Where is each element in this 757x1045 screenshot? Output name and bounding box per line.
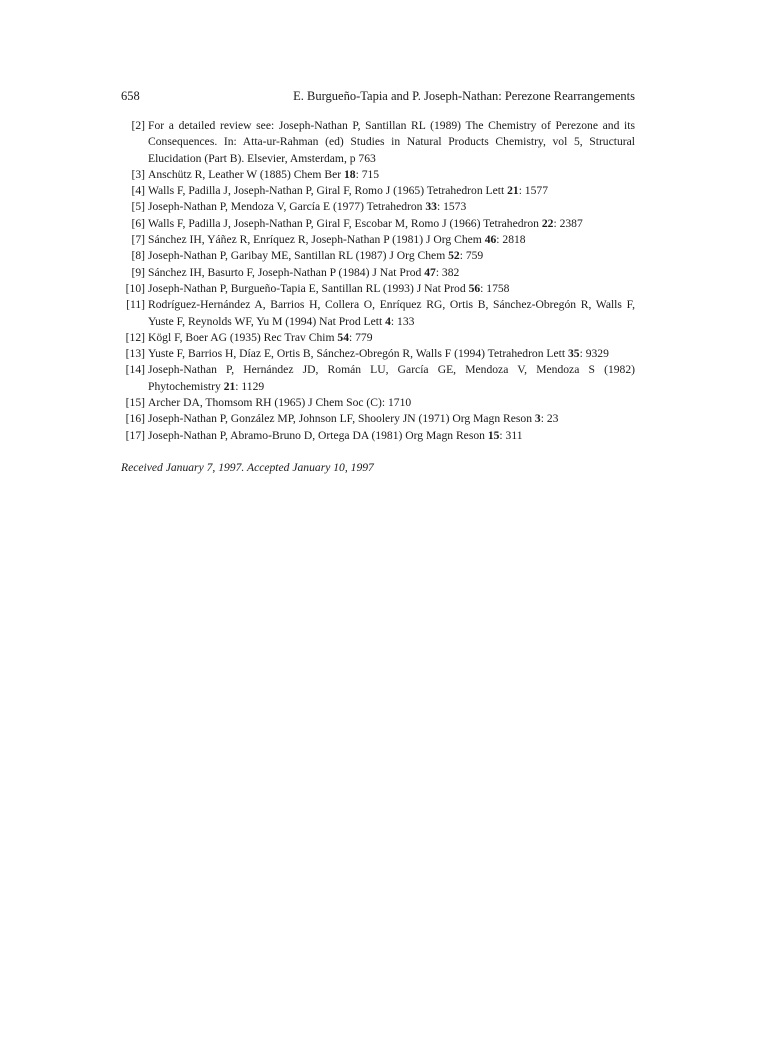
reference-number: [3] [131, 167, 145, 181]
reference-fragment: Walls F, Padilla J, Joseph-Nathan P, Giral F, Escobar M, Romo J (1966) Tetrahedron [148, 216, 542, 230]
reference-fragment: : 779 [349, 330, 373, 344]
reference-item [121, 281, 635, 297]
reference-text [148, 266, 459, 279]
reference-fragment: Joseph-Nathan P, Hernández JD, Román LU, García GE, Mendoza V, Mendoza S (1982) Phytochemistry [148, 363, 635, 393]
reference-fragment: : 23 [540, 412, 559, 426]
reference-number: [8] [131, 249, 145, 263]
reference-fragment: Yuste F, Barrios H, Díaz E, Ortis B, Sánchez-Obregón R, Walls F (1994) Tetrahedron Lett [148, 347, 568, 361]
reference-item [121, 248, 635, 264]
reference-fragment: For a detailed review see: Joseph-Nathan P, Santillan RL (1989) The Chemistry of Perezone and its Consequences. In: Atta-ur-Rahman (ed) Studies in Natural Products Chemistry, vol 5, Structural Elucidation (Part B). Elsevier, Amsterdam, p 763 [148, 119, 635, 165]
reference-item [121, 199, 635, 215]
reference-item [121, 346, 635, 362]
reference-text [148, 412, 558, 425]
reference-text [148, 249, 483, 262]
reference-number: [10] [125, 281, 145, 295]
reference-fragment: Sánchez IH, Basurto F, Joseph-Nathan P (1984) J Nat Prod [148, 265, 425, 279]
reference-text [148, 200, 466, 213]
reference-fragment: : 2387 [553, 216, 583, 230]
reference-text [148, 119, 635, 165]
reference-number: [17] [125, 428, 145, 442]
reference-text [148, 363, 635, 392]
reference-text [148, 282, 509, 295]
reference-volume: 56 [468, 281, 481, 295]
reference-fragment: Archer DA, Thomsom RH (1965) J Chem Soc (C): 1710 [148, 396, 412, 410]
reference-fragment: : 1758 [480, 281, 510, 295]
reference-volume: 18 [343, 167, 356, 181]
reference-item [121, 411, 635, 427]
reference-number: [11] [126, 298, 145, 312]
reference-fragment: : 1577 [518, 184, 548, 198]
reference-number: [14] [125, 363, 145, 377]
reference-fragment: Joseph-Nathan P, Burgueño-Tapia E, Santillan RL (1993) J Nat Prod [148, 281, 469, 295]
reference-fragment: Joseph-Nathan P, González MP, Johnson LF, Shoolery JN (1971) Org Magn Reson [148, 412, 535, 426]
reference-fragment: Sánchez IH, Yáñez R, Enríquez R, Joseph-Nathan P (1981) J Org Chem [148, 233, 485, 247]
reference-item [121, 216, 635, 232]
reference-number: [5] [131, 200, 145, 214]
reference-volume: 35 [568, 347, 580, 361]
reference-volume: 4 [385, 314, 391, 328]
reference-number: [4] [131, 184, 145, 198]
reference-item [121, 428, 635, 444]
reference-item [121, 395, 635, 411]
reference-volume: 22 [541, 216, 554, 230]
reference-volume: 21 [507, 184, 519, 198]
reference-item [121, 232, 635, 248]
reference-volume: 15 [487, 428, 500, 442]
reference-list [121, 118, 635, 444]
reference-number: [2] [131, 119, 145, 132]
reference-fragment: : 1129 [235, 379, 265, 393]
reference-fragment: : 382 [435, 265, 460, 279]
reference-item [121, 118, 635, 167]
reference-fragment: : 759 [459, 249, 484, 263]
reference-volume: 46 [484, 233, 497, 247]
reference-text [148, 298, 635, 327]
reference-item [121, 330, 635, 346]
reference-fragment: : 311 [499, 428, 523, 442]
reference-volume: 21 [223, 379, 236, 393]
reference-text [148, 217, 583, 230]
reference-volume: 54 [337, 330, 349, 344]
reference-item [121, 265, 635, 281]
reference-fragment: Anschütz R, Leather W (1885) Chem Ber [148, 167, 344, 181]
reference-text [148, 429, 523, 442]
reference-fragment: Joseph-Nathan P, Garibay ME, Santillan RL (1987) J Org Chem [148, 249, 449, 263]
reference-number: [6] [131, 216, 145, 230]
reference-text [148, 233, 526, 246]
reference-fragment: Rodríguez-Hernández A, Barrios H, Collera O, Enríquez RG, Ortis B, Sánchez-Obregón R, Walls F, Yuste F, Reynolds WF, Yu M (1994) Nat Prod Lett [148, 298, 635, 328]
reference-volume: 3 [534, 412, 541, 426]
reference-fragment: : 2818 [496, 233, 526, 247]
reference-fragment: : 9329 [579, 347, 609, 361]
reference-item [121, 183, 635, 199]
page [121, 88, 635, 476]
running-title: E. Burgueño-Tapia and P. Joseph-Nathan: Perezone Rearrangements [293, 89, 635, 103]
reference-volume: 52 [448, 249, 460, 263]
reference-number: [16] [125, 412, 145, 426]
reference-number: [7] [131, 233, 145, 247]
received-accepted-dates: Received January 7, 1997. Accepted January 10, 1997 [121, 460, 374, 474]
reference-fragment: Joseph-Nathan P, Abramo-Bruno D, Ortega DA (1981) Org Magn Reson [148, 428, 488, 442]
reference-text [148, 168, 379, 181]
reference-text [148, 331, 373, 344]
reference-fragment: : 1573 [436, 200, 467, 214]
reference-item [121, 297, 635, 330]
reference-fragment: Kögl F, Boer AG (1935) Rec Trav Chim [148, 330, 338, 344]
reference-number: [12] [125, 330, 145, 344]
reference-fragment: : 715 [355, 167, 380, 181]
reference-number: [9] [131, 265, 145, 279]
reference-fragment: : 133 [390, 314, 415, 328]
reference-text [148, 184, 548, 197]
reference-fragment: Walls F, Padilla J, Joseph-Nathan P, Giral F, Romo J (1965) Tetrahedron Lett [148, 184, 508, 198]
reference-item [121, 362, 635, 395]
page-number: 658 [121, 89, 140, 103]
reference-text [148, 396, 411, 409]
reference-fragment: Joseph-Nathan P, Mendoza V, García E (1977) Tetrahedron [148, 200, 426, 214]
reference-number: [15] [125, 396, 145, 410]
reference-item [121, 167, 635, 183]
reference-text [148, 347, 609, 360]
reference-volume: 47 [424, 265, 436, 279]
reference-number: [13] [125, 347, 145, 361]
running-header [121, 88, 635, 104]
reference-volume: 33 [425, 200, 437, 214]
